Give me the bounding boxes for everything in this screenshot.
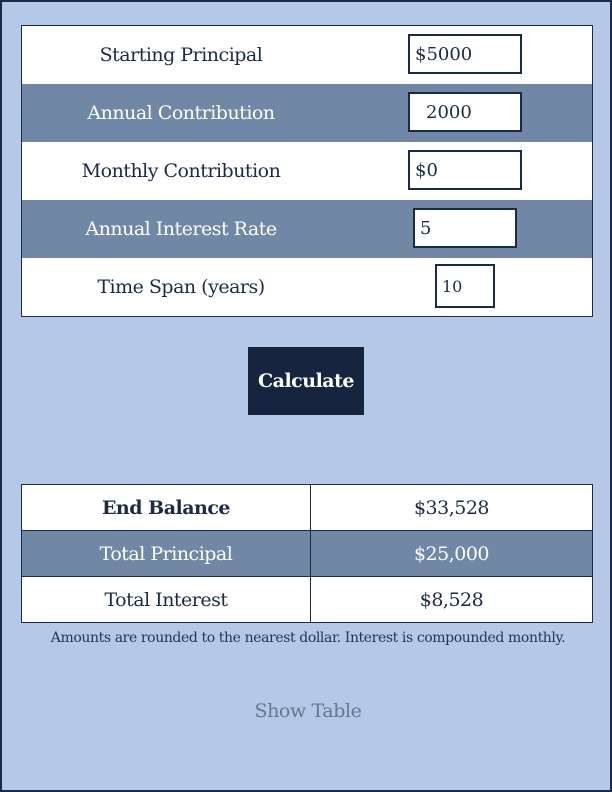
starting-principal-input[interactable] (408, 34, 522, 74)
row-annual-interest-rate (22, 200, 592, 258)
total-principal-label: Total Principal (22, 531, 311, 577)
annual-contribution-label: Annual Contribution (87, 102, 275, 124)
monthly-contribution-label: Monthly Contribution (81, 160, 281, 182)
row-time-span (22, 258, 592, 316)
row-monthly-contribution (22, 142, 592, 200)
rounding-note: Amounts are rounded to the nearest dollar. Interest is compounded monthly. (50, 630, 566, 646)
row-total-principal (22, 531, 593, 577)
monthly-contribution-input[interactable] (408, 150, 522, 190)
time-span-input[interactable] (435, 264, 495, 308)
end-balance-label: End Balance (22, 485, 311, 531)
show-table-link[interactable]: Show Table (254, 700, 362, 722)
starting-principal-label: Starting Principal (99, 44, 263, 66)
annual-contribution-input[interactable] (408, 92, 522, 132)
time-span-label: Time Span (years) (97, 276, 265, 298)
end-balance-value: $33,528 (311, 485, 593, 531)
total-interest-label: Total Interest (22, 577, 311, 623)
calculate-button[interactable]: Calculate (248, 347, 364, 415)
row-starting-principal (22, 26, 592, 84)
results-table (21, 484, 593, 623)
annual-interest-rate-label: Annual Interest Rate (85, 218, 277, 240)
total-principal-value: $25,000 (311, 531, 593, 577)
row-annual-contribution (22, 84, 592, 142)
row-total-interest (22, 577, 593, 623)
annual-interest-rate-input[interactable] (413, 208, 517, 248)
input-table (21, 25, 593, 317)
row-end-balance (22, 485, 593, 531)
total-interest-value: $8,528 (311, 577, 593, 623)
